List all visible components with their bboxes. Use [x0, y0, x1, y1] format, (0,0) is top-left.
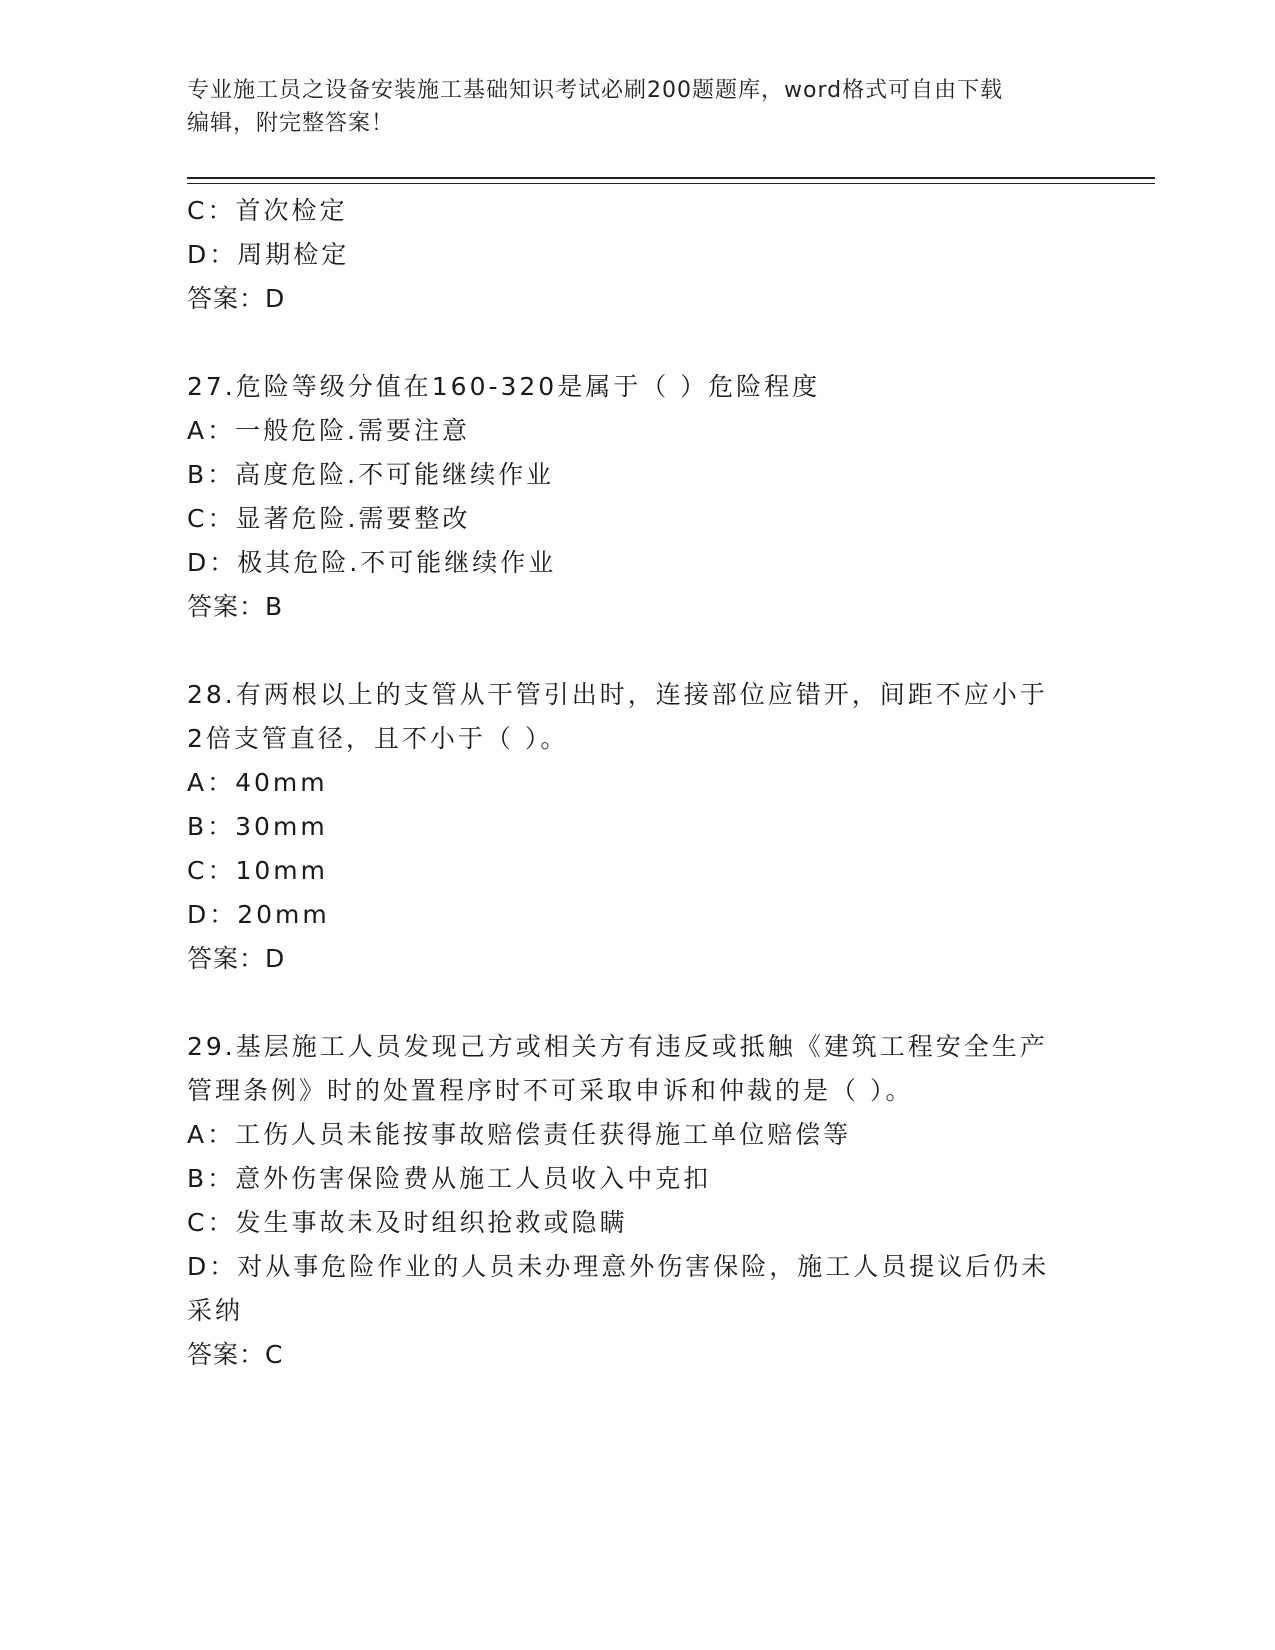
q29-option-d-line2: 采纳 — [187, 1296, 244, 1325]
q28-option-d: D：20mm — [187, 900, 330, 929]
header-title-line2: 编辑，附完整答案！ — [187, 111, 395, 136]
q27-option-d: D：极其危险.不可能继续作业 — [187, 548, 557, 577]
document-header — [187, 74, 1087, 140]
q27-option-a: A：一般危险.需要注意 — [187, 416, 471, 445]
q27-option-b: B：高度危险.不可能继续作业 — [187, 460, 555, 489]
q27-option-c: C：显著危险.需要整改 — [187, 504, 471, 533]
q29-answer: 答案：C — [187, 1340, 284, 1369]
q27-answer: 答案：B — [187, 592, 284, 621]
q28-answer: 答案：D — [187, 944, 286, 973]
q29-option-d-line1: D：对从事危险作业的人员未办理意外伤害保险，施工人员提议后仍未 — [187, 1252, 1050, 1281]
q29-option-c: C：发生事故未及时组织抢救或隐瞒 — [187, 1208, 628, 1237]
q26-option-c: C：首次检定 — [187, 196, 348, 225]
header-divider — [187, 177, 1155, 179]
q29-stem-line2: 管理条例》时的处置程序时不可采取申诉和仲裁的是（ ）。 — [187, 1076, 914, 1105]
q29-option-a: A：工伤人员未能按事故赔偿责任获得施工单位赔偿等 — [187, 1120, 852, 1149]
q26-answer: 答案：D — [187, 284, 286, 313]
q29-stem-line1: 29.基层施工人员发现己方或相关方有违反或抵触《建筑工程安全生产 — [187, 1032, 1048, 1061]
header-divider-thin — [187, 183, 1155, 184]
q26-option-d: D：周期检定 — [187, 240, 350, 269]
header-title-line1: 专业施工员之设备安装施工基础知识考试必刷200题题库，word格式可自由下载 — [187, 78, 1004, 103]
q28-option-c: C：10mm — [187, 856, 328, 885]
q27-stem: 27.危险等级分值在160-320是属于（ ）危险程度 — [187, 372, 821, 401]
q28-option-a: A：40mm — [187, 768, 328, 797]
q28-stem-line1: 28.有两根以上的支管从干管引出时，连接部位应错开，间距不应小于 — [187, 680, 1048, 709]
q28-option-b: B：30mm — [187, 812, 328, 841]
q29-option-b: B：意外伤害保险费从施工人员收入中克扣 — [187, 1164, 712, 1193]
q28-stem-line2: 2倍支管直径，且不小于（ ）。 — [187, 724, 569, 753]
